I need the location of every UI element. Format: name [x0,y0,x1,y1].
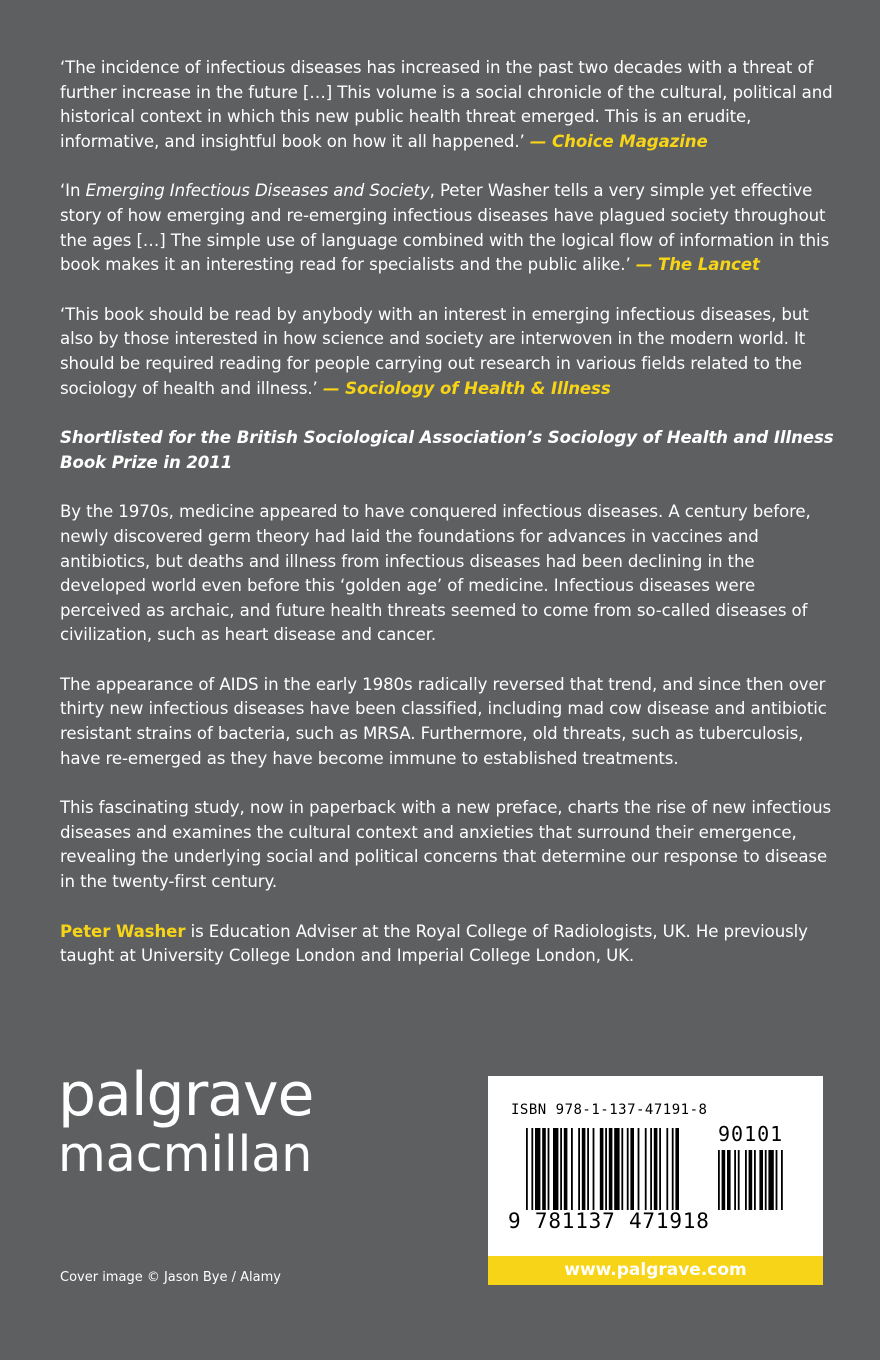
author-name: Peter Washer [60,921,186,941]
author-bio [60,920,835,969]
review-choice [60,56,835,154]
back-cover-text [60,56,835,994]
barcode-addon-number: 90101 [718,1122,784,1146]
barcode-ean-number: 9 781137 471918 [508,1209,710,1233]
body-paragraph: The appearance of AIDS in the early 1980s radically reversed that trend, and since then over thirty new infectious diseases have been classified, including mad cow disease and antibiotic resistant strains of bacteria, such as MRSA. Furthermore, old threats, such as tuberculosis, have re-emerged as they have become immune to established treatments. [60,674,827,768]
review-lancet [60,179,835,277]
barcode-panel [488,1076,823,1285]
book-title: Emerging Infectious Diseases and Society [85,181,430,201]
review-source: — The Lancet [635,255,760,275]
review-sociology [60,303,835,401]
review-source: — Sociology of Health & Illness [322,378,611,398]
review-text-pre: ‘In [60,181,86,201]
logo-line-palgrave: palgrave [58,1060,314,1130]
shortlist-note: Shortlisted for the British Sociological Association’s Sociology of Health and Illness Book Prize in 2011 [60,428,834,472]
author-bio-text: is Education Adviser at the Royal College of Radiologists, UK. He previously taught at University College London and Imperial College London, UK. [60,921,808,966]
body-paragraph: By the 1970s, medicine appeared to have conquered infectious diseases. A century before, newly discovered germ theory had laid the foundations for advances in vaccines and antibiotics, but deaths and illness from infectious diseases had been declining in the developed world even before this ‘golden age’ of medicine. Infectious diseases were perceived as archaic, and future health threats seemed to come from so-called diseases of civilization, such as heart disease and cancer. [60,502,811,645]
body-paragraph: This fascinating study, now in paperback with a new preface, charts the rise of new infectious diseases and examines the cultural context and anxieties that surround their emergence, revealing the underlying social and political concerns that determine our response to disease in the twenty-first century. [60,798,832,892]
isbn-label: ISBN 978-1-137-47191-8 [511,1102,708,1118]
review-text-post: , Peter Washer tells a very simple yet effective story of how emerging and re-emerging infectious diseases have plagued society throughout the ages […] The simple use of language combined with the logical flow of information in this book makes it an interesting read for specialists and the public alike.’ [60,181,830,275]
cover-credit: Cover image © Jason Bye / Alamy [60,1270,281,1285]
publisher-url-strip [488,1256,823,1285]
review-text: ‘The incidence of infectious diseases has increased in the past two decades with a threat of further increase in the future […] This volume is a social chronicle of the cultural, political and historical context in which this new public health threat emerged. This is an erudite, informative, and insightful book on how it all happened.’ [60,58,833,151]
publisher-logo [58,1062,313,1182]
review-text: ‘This book should be read by anybody with an interest in emerging infectious diseases, but also by those interested in how science and society are interwoven in the modern world. It should be required reading for people carrying out research in various fields related to the sociology of health and illness.’ [60,304,809,398]
publisher-url: www.palgrave.com [564,1260,747,1280]
logo-line-macmillan: macmillan [58,1126,313,1183]
review-source: — Choice Magazine [529,131,708,151]
